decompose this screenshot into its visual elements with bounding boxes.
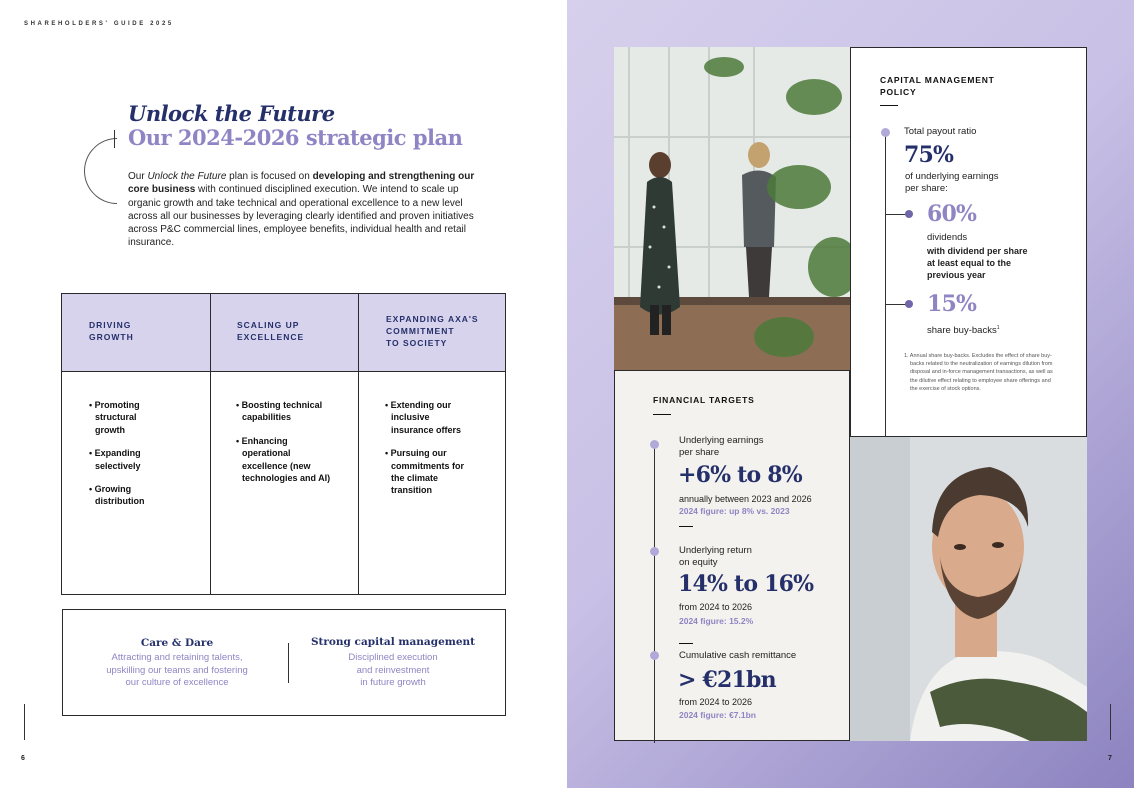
capital-management-text: Disciplined execution and reinvestment in future growth bbox=[348, 652, 438, 688]
item-dash bbox=[679, 643, 693, 644]
page-number-right: 7 bbox=[1108, 755, 1112, 762]
list-item: • Enhancing operational excellence (new technologies and AI) bbox=[236, 435, 331, 484]
target-period: from 2024 to 2026 bbox=[679, 602, 753, 612]
pillars-table bbox=[61, 293, 506, 595]
payout-label: Total payout ratio bbox=[904, 126, 977, 137]
item-dash bbox=[679, 526, 693, 527]
dividends-value: 60% bbox=[927, 201, 977, 227]
foundations-divider bbox=[288, 643, 289, 683]
list-item: • Pursuing our commitments for the climate transition bbox=[385, 448, 465, 496]
dividends-detail: with dividend per share at least equal to the previous year bbox=[927, 246, 1028, 280]
capital-management-title: Strong capital management bbox=[310, 636, 476, 648]
care-dare-text: Attracting and retaining talents, upskilling our teams and fostering our culture of excellence bbox=[106, 652, 248, 688]
capital-management-heading: CAPITAL MANAGEMENT POLICY bbox=[880, 75, 995, 97]
pillar-heading-expanding-commitment: EXPANDING AXA'S COMMITMENT TO SOCIETY bbox=[386, 314, 479, 348]
pillar-list-scaling-up bbox=[236, 399, 331, 495]
timeline-dot bbox=[881, 128, 890, 137]
target-value: > €21bn bbox=[678, 667, 776, 693]
target-label: Underlying return on equity bbox=[679, 545, 752, 568]
heading-dash bbox=[880, 105, 898, 106]
intro-paragraph: Our Unlock the Future plan is focused on developing and strengthening our core business with continued disciplined execution. We intend to scale up organic growth and take technical and operational excellence to a new level across all our businesses by leveraging clearly identified and proven initiatives across P&C commercial lines, employee benefits, individual health and retail insurance. bbox=[128, 171, 475, 249]
timeline-dot bbox=[650, 651, 659, 660]
branch-line bbox=[886, 304, 906, 305]
pillar-heading-driving-growth: DRIVING GROWTH bbox=[89, 320, 134, 342]
capital-management-panel bbox=[850, 47, 1087, 437]
heading-dash bbox=[653, 414, 671, 415]
column-divider bbox=[358, 294, 359, 594]
care-dare-title: Care & Dare bbox=[140, 637, 214, 649]
list-item: • Promoting structural growth bbox=[89, 400, 140, 435]
pillar-list-expanding-commitment bbox=[385, 399, 467, 508]
target-figure: 2024 figure: 15.2% bbox=[679, 616, 754, 626]
dividends-label: dividends bbox=[927, 232, 968, 243]
timeline-dot bbox=[650, 440, 659, 449]
branch-dot bbox=[905, 300, 913, 308]
target-figure: 2024 figure: €7.1bn bbox=[679, 710, 757, 720]
buyback-value: 15% bbox=[927, 291, 977, 317]
list-item: • Extending our inclusive insurance offers bbox=[385, 400, 462, 435]
target-figure: 2024 figure: up 8% vs. 2023 bbox=[679, 506, 790, 516]
financial-targets-panel bbox=[614, 370, 850, 741]
column-divider bbox=[210, 294, 211, 594]
list-item: • Expanding selectively bbox=[89, 448, 141, 471]
target-value: 14% to 16% bbox=[678, 571, 814, 597]
page-number-left: 6 bbox=[21, 755, 25, 762]
branch-dot bbox=[905, 210, 913, 218]
payout-sub: of underlying earnings per share: bbox=[905, 171, 999, 194]
list-item: • Boosting technical capabilities bbox=[236, 400, 323, 423]
page-subtitle: Our 2024-2026 strategic plan bbox=[128, 125, 463, 150]
payout-value: 75% bbox=[904, 142, 954, 168]
right-footer-bar bbox=[1110, 704, 1111, 740]
timeline-dot bbox=[650, 547, 659, 556]
pillar-list-driving-growth bbox=[89, 399, 161, 519]
page-title: Unlock the Future bbox=[128, 101, 335, 126]
list-item: • Growing distribution bbox=[89, 484, 145, 507]
target-label: Underlying earnings per share bbox=[679, 435, 764, 458]
running-header: SHAREHOLDERS' GUIDE 2025 bbox=[24, 21, 174, 27]
timeline-line bbox=[885, 133, 886, 438]
decorative-bar bbox=[114, 130, 115, 148]
photo-bearded-man bbox=[850, 437, 1087, 741]
photo-two-women-talking bbox=[614, 47, 850, 370]
target-label: Cumulative cash remittance bbox=[679, 650, 797, 661]
branch-line bbox=[886, 214, 906, 215]
financial-targets-heading: FINANCIAL TARGETS bbox=[653, 395, 755, 405]
target-value: +6% to 8% bbox=[678, 462, 802, 488]
timeline-line bbox=[654, 443, 655, 743]
target-period: from 2024 to 2026 bbox=[679, 697, 753, 707]
buyback-footnote: 1. Annual share buy-backs. Excludes the effect of share buy-backs related to the neutralization of earnings dilution from disposal and in-force management transactions, as well as the dilutive effect relating to employee share offerings and the exercise of stock options. bbox=[904, 353, 1053, 392]
pillar-heading-scaling-up: SCALING UP EXCELLENCE bbox=[237, 320, 305, 342]
target-period: annually between 2023 and 2026 bbox=[679, 494, 812, 504]
foundations-box bbox=[62, 609, 506, 716]
buyback-label: share buy-backs$^1$ bbox=[927, 325, 1000, 337]
left-footer-bar bbox=[24, 704, 25, 740]
